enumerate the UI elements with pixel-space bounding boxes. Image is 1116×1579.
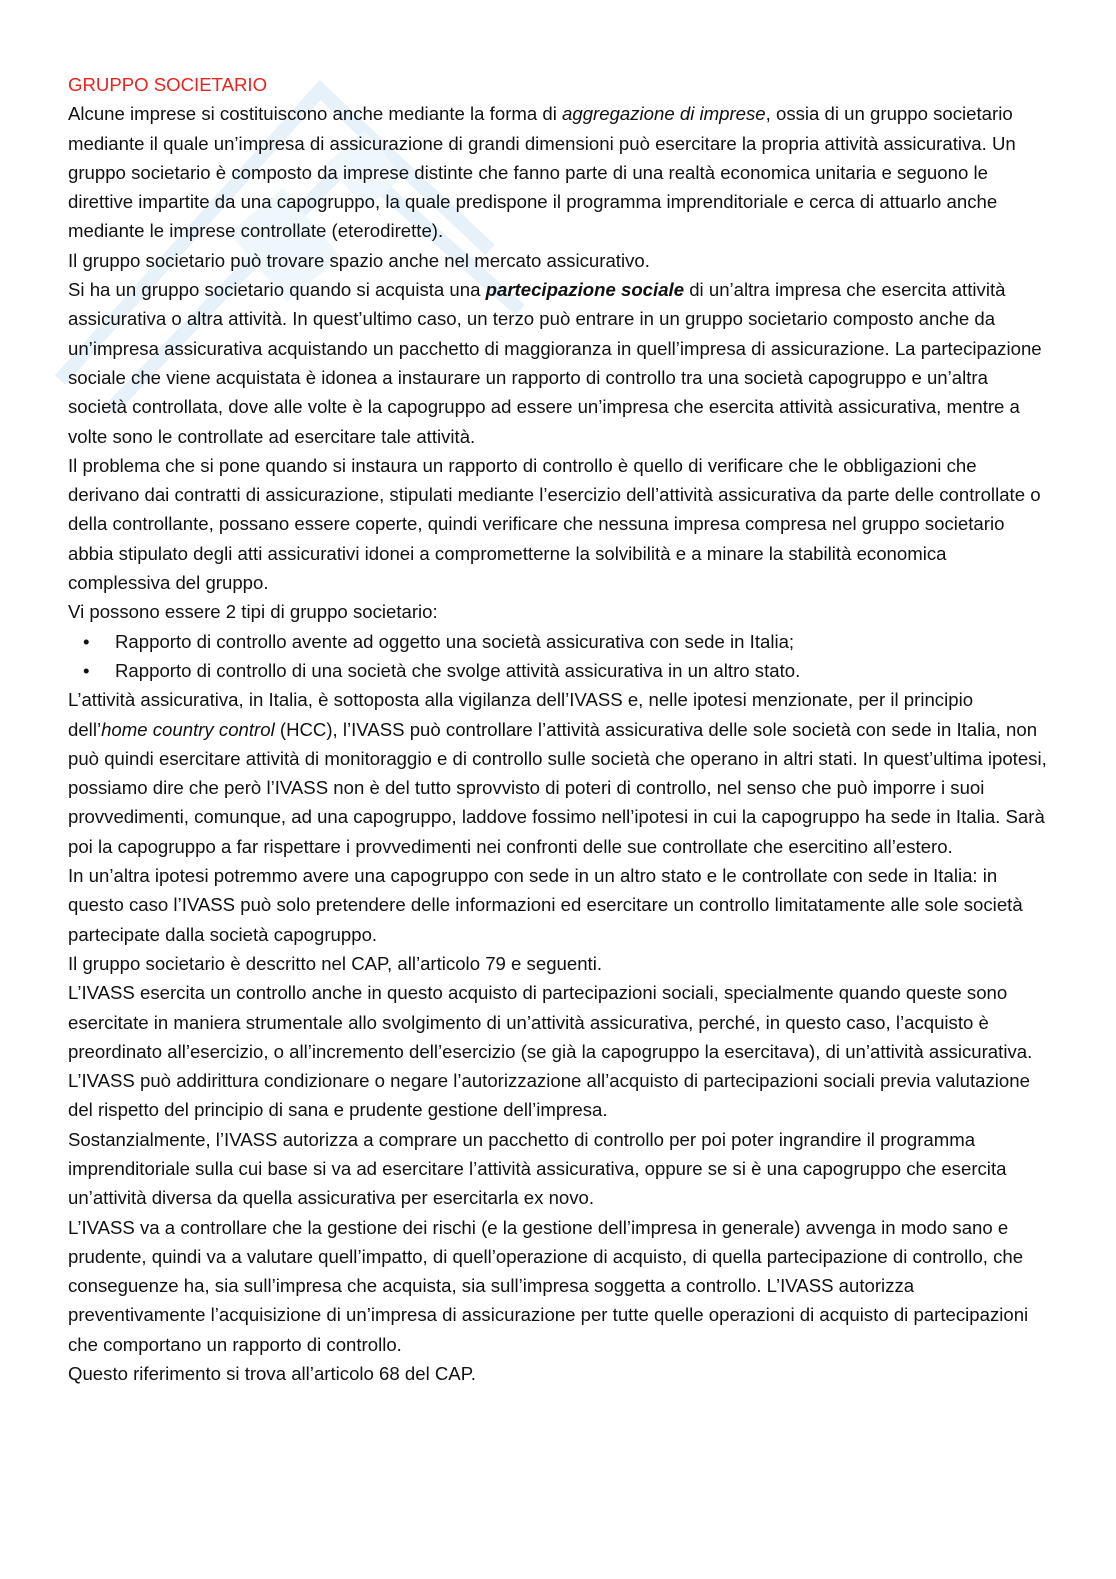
paragraph-altra-ipotesi: In un’altra ipotesi potremmo avere una capogruppo con sede in un altro stato e le controllate con sede in Italia: in questo caso l’IVASS può solo pretendere delle informazioni ed esercitare un controllo limitatamente alle sole società partecipate dalla società capogruppo. xyxy=(68,865,1023,945)
paragraph-mercato: Il gruppo societario può trovare spazio anche nel mercato assicurativo. xyxy=(68,249,650,271)
paragraph-cap-68: Questo riferimento si trova all’articolo 68 del CAP. xyxy=(68,1363,476,1385)
bullet-list xyxy=(68,627,1048,686)
paragraph-gestione-rischi: L’IVASS va a controllare che la gestione dei rischi (e la gestione dell’impresa in generale) avvenga in modo sano e prudente, quindi va a valutare quell’impatto, di quell’operazione di acquisto, di quella partecipazione di controllo, che conseguenze ha, sia sull’impresa che acquista, sia sull’impresa soggetta a controllo. L’IVASS autorizza preventivamente l’acquisizione di un’impresa di assicurazione per tutte quelle operazioni di acquisto di partecipazioni che comportano un rapporto di controllo. xyxy=(68,1216,1029,1355)
paragraph-controllo-acquisto: L’IVASS esercita un controllo anche in questo acquisto di partecipazioni sociali, specialmente quando queste sono esercitate in maniera strumentale allo svolgimento di un’attività assicurativa, perché, in questo caso, l’acquisto è preordinato all’esercizio, o all’incremento dell’esercizio (se già la capogruppo la esercitava), di un’attività assicurativa. L’IVASS può addirittura condizionare o negare l’autorizzazione all’acquisto di partecipazioni sociali previa valutazione del rispetto del principio di sana e prudente gestione dell’impresa. xyxy=(68,982,1033,1121)
list-item: • Rapporto di controllo di una società che svolge attività assicurativa in un altro stato. xyxy=(68,656,1048,685)
paragraph-tipi: Vi possono essere 2 tipi di gruppo societario: xyxy=(68,601,438,623)
emphasis-partecipazione-sociale: partecipazione sociale xyxy=(485,279,685,301)
emphasis-aggregazione: aggregazione di imprese xyxy=(562,103,766,125)
list-item: • Rapporto di controllo avente ad oggetto una società assicurativa con sede in Italia; xyxy=(68,627,1048,656)
paragraph-problema: Il problema che si pone quando si instaura un rapporto di controllo è quello di verificare che le obbligazioni che derivano dai contratti di assicurazione, stipulati mediante l’esercizio dell’attività assicurativa da parte delle controllate o della controllante, possano essere coperte, quindi verificare che nessuna impresa compresa nel gruppo societario abbia stipulato degli atti assicurativi idonei a comprometterne la solvibilità e a minare la stabilità economica complessiva del gruppo. xyxy=(68,454,1041,594)
document-body xyxy=(68,70,1048,1388)
section-title: GRUPPO SOCIETARIO xyxy=(68,74,268,95)
paragraph-partecipazione: Si ha un gruppo societario quando si acquista una partecipazione sociale di un’altra impresa che esercita attività assicurativa o altra attività. In quest’ultimo caso, un terzo può entrare in un gruppo societario composto anche da un’impresa assicurativa acquistando un pacchetto di maggioranza in quell’impresa di assicurazione. La partecipazione sociale che viene acquistata è idonea a instaurare un rapporto di controllo tra una società capogruppo e un’altra società controllata, dove alle volte è la capogruppo ad essere un’impresa che esercita attività assicurativa, mentre a volte sono le controllate ad esercitare tale attività. xyxy=(68,279,1042,447)
paragraph-aggregazione: Alcune imprese si costituiscono anche mediante la forma di aggregazione di imprese, ossia di un gruppo societario mediante il quale un’impresa di assicurazione di grandi dimensioni può esercitare la propria attività assicurativa. Un gruppo societario è composto da imprese distinte che fanno parte di una realtà economica unitaria e seguono le direttive impartite da una capogruppo, la quale predispone il programma imprenditoriale e cerca di attuarlo anche mediante le imprese controllate (eterodirette). xyxy=(68,103,1016,242)
emphasis-home-country-control: home country control xyxy=(101,718,275,740)
paragraph-cap-79: Il gruppo societario è descritto nel CAP, all’articolo 79 e seguenti. xyxy=(68,952,603,974)
paragraph-sostanzialmente: Sostanzialmente, l’IVASS autorizza a comprare un pacchetto di controllo per poi poter ingrandire il programma imprenditoriale sulla cui base si va ad esercitare l’attività assicurativa, oppure se si è una capogruppo che esercita un’attività diversa da quella assicurativa per esercitarla ex novo. xyxy=(68,1128,1007,1209)
paragraph-vigilanza: L’attività assicurativa, in Italia, è sottoposta alla vigilanza dell’IVASS e, nelle ipotesi menzionate, per il principio dell’home country control (HCC), l’IVASS può controllare l’attività assicurativa delle sole società con sede in Italia, non può quindi esercitare attività di monitoraggio e di controllo sulle società che operano in altri stati. In quest’ultima ipotesi, possiamo dire che però l’IVASS non è del tutto sprovvisto di poteri di controllo, nel senso che può imporre i suoi provvedimenti, comunque, ad una capogruppo, laddove fossimo nell’ipotesi in cui la capogruppo ha sede in Italia. Sarà poi la capogruppo a far rispettare i provvedimenti nei confronti delle sue controllate che esercitino all’estero. xyxy=(68,689,1047,857)
